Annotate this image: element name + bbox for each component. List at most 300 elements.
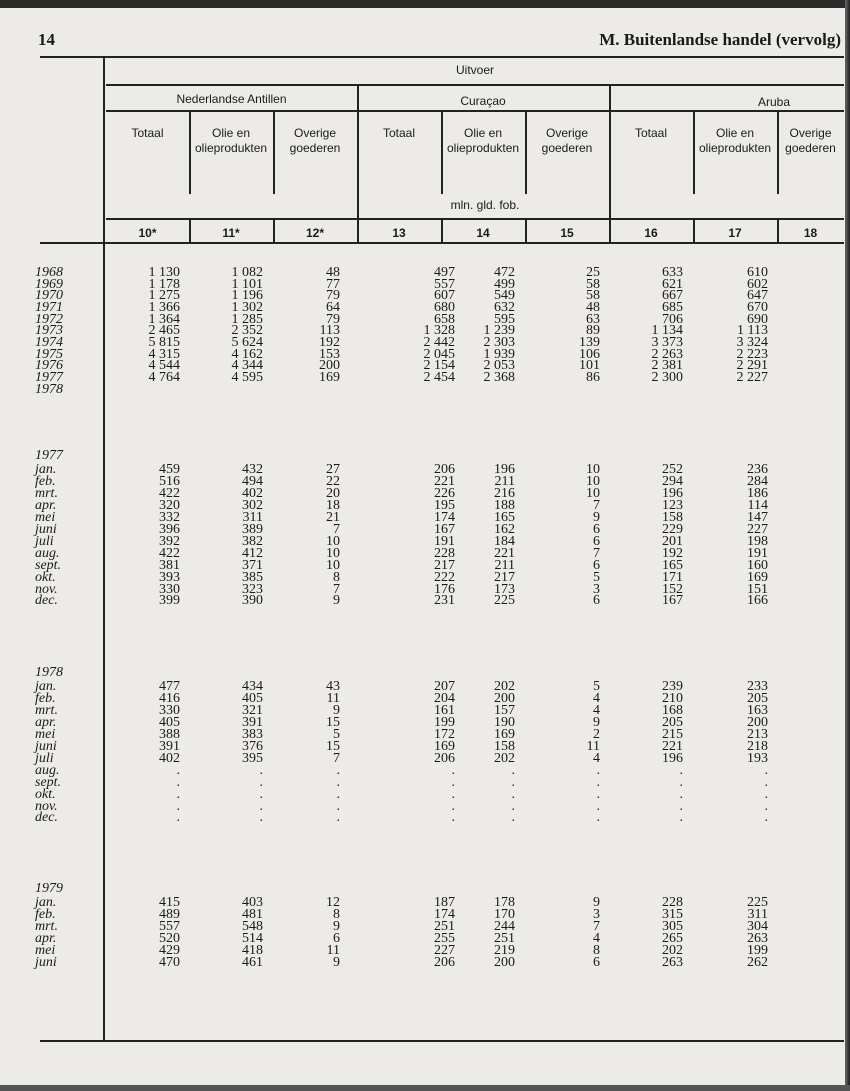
scan-right-edge xyxy=(845,0,850,1091)
table-cell: . xyxy=(259,786,263,802)
table-cell: . xyxy=(511,798,515,814)
table-cell: 231 xyxy=(434,593,455,609)
table-cell: 6 xyxy=(593,954,600,970)
table-cell: 139 xyxy=(579,334,600,350)
table-cell: 389 xyxy=(242,521,263,537)
column-number: 11* xyxy=(222,226,240,240)
table-cell: 472 xyxy=(494,265,515,280)
row-label: aug. xyxy=(35,545,60,561)
table-cell: 516 xyxy=(159,473,180,489)
column-divider xyxy=(273,110,275,194)
table-cell: 48 xyxy=(326,265,340,280)
table-cell: 165 xyxy=(494,509,515,525)
row-label: mei xyxy=(35,509,56,525)
column-divider xyxy=(777,110,779,194)
table-cell: 192 xyxy=(662,545,683,561)
table-cell: 169 xyxy=(434,738,455,754)
table-cell: 12 xyxy=(326,895,340,910)
row-label: 1971 xyxy=(35,299,63,315)
table-cell: 392 xyxy=(159,533,180,549)
table-cell: 2 368 xyxy=(483,369,515,385)
table-cell: 6 xyxy=(593,593,600,609)
table-cell: 8 xyxy=(333,906,340,922)
table-cell: . xyxy=(451,798,455,814)
table-cell: 4 544 xyxy=(148,358,180,374)
table-cell: 251 xyxy=(494,930,515,946)
table-cell: 200 xyxy=(319,358,340,374)
table-cell: 27 xyxy=(326,462,340,477)
table-cell: 215 xyxy=(662,726,683,742)
row-label: okt. xyxy=(35,569,56,585)
table-cell: 499 xyxy=(494,276,515,292)
table-cell: 8 xyxy=(593,942,600,958)
table-cell: 186 xyxy=(747,485,768,501)
table-cell: 9 xyxy=(593,509,600,525)
table-cell: 706 xyxy=(662,311,683,327)
table-cell: 263 xyxy=(662,954,683,970)
table-cell: 2 053 xyxy=(483,358,515,374)
table-cell: 201 xyxy=(662,533,683,549)
table-cell: 114 xyxy=(747,497,768,513)
table-cell: 210 xyxy=(662,690,683,706)
row-label: mei xyxy=(35,726,56,742)
table-cell: 58 xyxy=(586,276,600,292)
table-cell: 2 454 xyxy=(423,369,455,385)
table-cell: 63 xyxy=(586,311,600,327)
table-cell: 205 xyxy=(747,690,768,706)
table-cell: 5 xyxy=(593,569,600,585)
table-cell: . xyxy=(336,762,340,778)
column-number: 14 xyxy=(476,226,490,240)
table-cell: 311 xyxy=(747,906,768,922)
table-cell: 157 xyxy=(494,702,515,718)
table-cell: 7 xyxy=(593,545,600,561)
table-cell: . xyxy=(764,798,768,814)
table-cell: 200 xyxy=(494,690,515,706)
table-cell: 211 xyxy=(494,473,515,489)
row-label: juni xyxy=(35,521,57,537)
table-cell: . xyxy=(596,774,600,790)
table-cell: 323 xyxy=(242,581,263,597)
table-cell: 376 xyxy=(242,738,263,754)
row-label: 1972 xyxy=(35,311,63,327)
table-cell: . xyxy=(176,798,180,814)
table-cell: 113 xyxy=(319,323,340,339)
table-cell: 153 xyxy=(319,346,340,362)
table-cell: 2 xyxy=(593,726,600,742)
table-cell: 213 xyxy=(747,726,768,742)
group-aruba-label: Aruba xyxy=(757,95,790,109)
table-cell: 685 xyxy=(662,299,683,315)
table-cell: 199 xyxy=(434,714,455,730)
year-heading: 1978 xyxy=(35,665,63,680)
table-cell: 1 113 xyxy=(737,323,768,339)
table-cell: 218 xyxy=(747,738,768,754)
row-label: 1973 xyxy=(35,323,63,339)
column-header: Olie en olieprodukten xyxy=(699,126,772,155)
table-cell: 2 352 xyxy=(231,323,263,339)
table-cell: 191 xyxy=(747,545,768,561)
table-cell: 202 xyxy=(494,679,515,694)
table-cell: . xyxy=(511,786,515,802)
table-cell: 11 xyxy=(326,690,340,706)
table-cell: . xyxy=(176,786,180,802)
table-cell: 265 xyxy=(662,930,683,946)
table-cell: 670 xyxy=(747,299,768,315)
table-cell: 225 xyxy=(494,593,515,609)
table-cell: . xyxy=(336,774,340,790)
table-cell: . xyxy=(764,762,768,778)
table-cell: 402 xyxy=(242,485,263,501)
table-cell: 200 xyxy=(747,714,768,730)
table-cell: 330 xyxy=(159,581,180,597)
table-cell: 10 xyxy=(326,533,340,549)
table-cell: . xyxy=(336,786,340,802)
table-cell: 216 xyxy=(494,485,515,501)
table-cell: 228 xyxy=(434,545,455,561)
table-cell: 4 764 xyxy=(148,369,180,385)
table-cell: 489 xyxy=(159,906,180,922)
table-cell: . xyxy=(511,762,515,778)
table-cell: 7 xyxy=(333,521,340,537)
row-label: 1975 xyxy=(35,346,63,362)
table-cell: . xyxy=(596,762,600,778)
table-cell: 2 442 xyxy=(423,334,455,350)
table-cell: . xyxy=(336,798,340,814)
row-label: dec. xyxy=(35,593,58,609)
table-cell: 199 xyxy=(747,942,768,958)
table-cell: 171 xyxy=(662,569,683,585)
table-cell: 64 xyxy=(326,299,340,315)
table-cell: 202 xyxy=(494,750,515,766)
table-cell: 236 xyxy=(747,462,768,477)
table-cell: 2 300 xyxy=(651,369,683,385)
table-cell: 9 xyxy=(333,593,340,609)
table-cell: 1 364 xyxy=(148,311,180,327)
table-cell: 196 xyxy=(662,750,683,766)
table-cell: 4 162 xyxy=(231,346,263,362)
group-curacao: Curaçao xyxy=(460,94,506,108)
row-label: feb. xyxy=(35,690,56,706)
table-cell: 21 xyxy=(326,509,340,525)
table-cell: 158 xyxy=(662,509,683,525)
table-cell: 79 xyxy=(326,288,340,304)
table-cell: 633 xyxy=(662,265,683,280)
table-cell: 169 xyxy=(747,569,768,585)
table-cell: 302 xyxy=(242,497,263,513)
column-number: 15 xyxy=(560,226,574,240)
table-cell: 169 xyxy=(319,369,340,385)
table-cell: 4 595 xyxy=(231,369,263,385)
row-label: juni xyxy=(35,738,57,754)
column-divider xyxy=(693,110,695,194)
table-cell: 10 xyxy=(586,462,600,477)
row-label: 1969 xyxy=(35,276,63,292)
table-cell: 690 xyxy=(747,311,768,327)
table-cell: 321 xyxy=(242,702,263,718)
table-cell: 239 xyxy=(662,679,683,694)
table-cell: 4 xyxy=(593,930,600,946)
table-cell: . xyxy=(596,810,600,826)
column-divider xyxy=(609,218,611,243)
column-divider xyxy=(273,218,275,243)
table-cell: 405 xyxy=(242,690,263,706)
table-cell: 520 xyxy=(159,930,180,946)
table-cell: 206 xyxy=(434,462,455,477)
table-cell: 5 xyxy=(593,679,600,694)
table-cell: 461 xyxy=(242,954,263,970)
table-cell: 4 xyxy=(593,690,600,706)
table-cell: 5 624 xyxy=(231,334,263,350)
row-label: 1976 xyxy=(35,358,63,374)
table-cell: 86 xyxy=(586,369,600,385)
table-cell: 1 134 xyxy=(651,323,683,339)
table-cell: 1 302 xyxy=(231,299,263,315)
table-cell: 77 xyxy=(326,276,340,292)
row-label: feb. xyxy=(35,473,56,489)
table-cell: 3 373 xyxy=(651,334,683,350)
table-cell: 58 xyxy=(586,288,600,304)
table-cell: 1 130 xyxy=(148,265,180,280)
table-cell: 227 xyxy=(747,521,768,537)
table-cell: 415 xyxy=(159,895,180,910)
table-cell: 228 xyxy=(662,895,683,910)
column-header: Totaal xyxy=(634,126,668,140)
table-cell: . xyxy=(259,798,263,814)
table-cell: 188 xyxy=(494,497,515,513)
table-cell: 211 xyxy=(494,557,515,573)
table-cell: . xyxy=(259,810,263,826)
table-cell: 595 xyxy=(494,311,515,327)
header-uitvoer: Uitvoer xyxy=(455,63,494,77)
table-cell: 15 xyxy=(326,714,340,730)
table-cell: 497 xyxy=(434,265,455,280)
table-cell: 227 xyxy=(434,942,455,958)
table-cell: 172 xyxy=(434,726,455,742)
table-cell: 1 239 xyxy=(483,323,515,339)
column-header: Olie en olieprodukten xyxy=(447,126,520,155)
table-cell: 632 xyxy=(494,299,515,315)
column-number: 10* xyxy=(138,226,157,240)
row-label: juni xyxy=(35,954,57,970)
group-nederlandse-antillen: Nederlandse Antillen xyxy=(176,92,287,106)
table-cell: 470 xyxy=(159,954,180,970)
table-cell: 222 xyxy=(434,569,455,585)
column-header: Olie en olieprodukten xyxy=(195,126,268,155)
row-label: dec. xyxy=(35,810,58,826)
table-cell: 160 xyxy=(747,557,768,573)
table-cell: 106 xyxy=(579,346,600,362)
table-cell: . xyxy=(451,762,455,778)
table-cell: 2 223 xyxy=(736,346,768,362)
table-cell: 4 315 xyxy=(148,346,180,362)
table-cell: 9 xyxy=(593,895,600,910)
table-cell: 174 xyxy=(434,906,455,922)
table-cell: 15 xyxy=(326,738,340,754)
table-cell: 6 xyxy=(593,557,600,573)
table-cell: 1 275 xyxy=(148,288,180,304)
table-cell: 429 xyxy=(159,942,180,958)
table-cell: 151 xyxy=(747,581,768,597)
table-cell: 371 xyxy=(242,557,263,573)
table-cell: 18 xyxy=(326,497,340,513)
rule xyxy=(106,110,844,112)
table-cell: 187 xyxy=(434,895,455,910)
column-number: 16 xyxy=(644,226,658,240)
table-cell: 193 xyxy=(747,750,768,766)
table-cell: 1 082 xyxy=(231,265,263,280)
table-cell: 166 xyxy=(747,593,768,609)
table-cell: 1 285 xyxy=(231,311,263,327)
table-cell: 6 xyxy=(593,533,600,549)
column-header: Overige goederen xyxy=(289,126,341,155)
table-cell: 9 xyxy=(333,918,340,934)
column-divider xyxy=(525,218,527,243)
table-cell: 7 xyxy=(593,497,600,513)
table-cell: 391 xyxy=(242,714,263,730)
column-header: Totaal xyxy=(382,126,416,140)
table-cell: 396 xyxy=(159,521,180,537)
table-cell: 5 815 xyxy=(148,334,180,350)
table-cell: . xyxy=(679,774,683,790)
table-cell: 4 xyxy=(593,702,600,718)
table-cell: 416 xyxy=(159,690,180,706)
table-cell: 2 154 xyxy=(423,358,455,374)
column-header: Overige goederen xyxy=(785,126,836,155)
table-cell: . xyxy=(679,762,683,778)
table-cell: 2 045 xyxy=(423,346,455,362)
table-cell: 391 xyxy=(159,738,180,754)
table-cell: 206 xyxy=(434,954,455,970)
stub-divider xyxy=(103,56,105,1041)
table-cell: . xyxy=(679,798,683,814)
table-cell: 2 465 xyxy=(148,323,180,339)
table-cell: 4 xyxy=(593,750,600,766)
table-cell: 549 xyxy=(494,288,515,304)
table-cell: 198 xyxy=(747,533,768,549)
table-cell: 315 xyxy=(662,906,683,922)
table-cell: 263 xyxy=(747,930,768,946)
row-label: mrt. xyxy=(35,485,58,501)
table-cell: 304 xyxy=(747,918,768,934)
row-label: sept. xyxy=(35,774,62,790)
table-cell: 1 178 xyxy=(148,276,180,292)
row-label: 1978 xyxy=(35,381,63,397)
row-label: jan. xyxy=(35,679,57,694)
year-heading: 1979 xyxy=(35,881,63,896)
table-cell: 405 xyxy=(159,714,180,730)
table-cell: 2 227 xyxy=(736,369,768,385)
row-label: mrt. xyxy=(35,702,58,718)
scan-top-edge xyxy=(0,0,850,8)
column-number: 18 xyxy=(803,226,818,240)
table-cell: 548 xyxy=(242,918,263,934)
table-cell: . xyxy=(511,810,515,826)
table-cell: 192 xyxy=(319,334,340,350)
table-cell: 221 xyxy=(434,473,455,489)
table-cell: 514 xyxy=(242,930,263,946)
table-cell: 3 xyxy=(593,906,600,922)
table-cell: 381 xyxy=(159,557,180,573)
table-cell: 2 263 xyxy=(651,346,683,362)
table-cell: 207 xyxy=(434,679,455,694)
table-cell: 158 xyxy=(494,738,515,754)
table-cell: 219 xyxy=(494,942,515,958)
table-cell: 2 381 xyxy=(651,358,683,374)
table-cell: 459 xyxy=(159,462,180,477)
row-label: 1974 xyxy=(35,334,63,350)
column-header: Totaal xyxy=(131,126,164,140)
table-cell: 602 xyxy=(747,276,768,292)
row-label: apr. xyxy=(35,714,57,730)
table-cell: 9 xyxy=(333,954,340,970)
row-label: nov. xyxy=(35,798,58,814)
table-cell: 7 xyxy=(593,918,600,934)
row-label: 1970 xyxy=(35,288,63,304)
table-cell: 399 xyxy=(159,593,180,609)
table-cell: 477 xyxy=(159,679,180,694)
table-cell: . xyxy=(679,810,683,826)
row-label: 1977 xyxy=(35,369,63,385)
table-cell: 432 xyxy=(242,462,263,477)
column-divider xyxy=(189,218,191,243)
table-cell: 168 xyxy=(662,702,683,718)
table-cell: 191 xyxy=(434,533,455,549)
table-cell: 6 xyxy=(593,521,600,537)
table-cell: 557 xyxy=(159,918,180,934)
table-cell: 305 xyxy=(662,918,683,934)
row-label: nov. xyxy=(35,581,58,597)
table-cell: 382 xyxy=(242,533,263,549)
table-cell: 6 xyxy=(333,930,340,946)
table-cell: 494 xyxy=(242,473,263,489)
table-cell: 402 xyxy=(159,750,180,766)
row-label: apr. xyxy=(35,497,57,513)
table-cell: 11 xyxy=(326,942,340,958)
scan-bottom-edge xyxy=(0,1085,850,1091)
column-divider xyxy=(777,218,779,243)
column-divider xyxy=(441,218,443,243)
table-cell: 221 xyxy=(662,738,683,754)
table-cell: 10 xyxy=(326,545,340,561)
table-cell: 658 xyxy=(434,311,455,327)
table-cell: 385 xyxy=(242,569,263,585)
table-cell: 422 xyxy=(159,485,180,501)
table-cell: 206 xyxy=(434,750,455,766)
rule xyxy=(106,218,844,220)
table-cell: 22 xyxy=(326,473,340,489)
table-cell: 680 xyxy=(434,299,455,315)
column-divider xyxy=(189,110,191,194)
table-cell: 1 328 xyxy=(423,323,455,339)
table-cell: 89 xyxy=(586,323,600,339)
table-cell: 481 xyxy=(242,906,263,922)
column-divider xyxy=(357,218,359,243)
table-cell: 412 xyxy=(242,545,263,561)
table-cell: . xyxy=(451,774,455,790)
table-cell: 393 xyxy=(159,569,180,585)
table-cell: 610 xyxy=(747,265,768,280)
row-label: mrt. xyxy=(35,918,58,934)
table-cell: 176 xyxy=(434,581,455,597)
column-number: 12* xyxy=(305,226,325,240)
table-cell: 1 939 xyxy=(483,346,515,362)
table-cell: 43 xyxy=(326,679,340,694)
table-bottom-rule xyxy=(40,1040,844,1042)
table-cell: 7 xyxy=(333,750,340,766)
table-cell: 294 xyxy=(662,473,683,489)
column-header: Overige goederen xyxy=(541,126,593,155)
